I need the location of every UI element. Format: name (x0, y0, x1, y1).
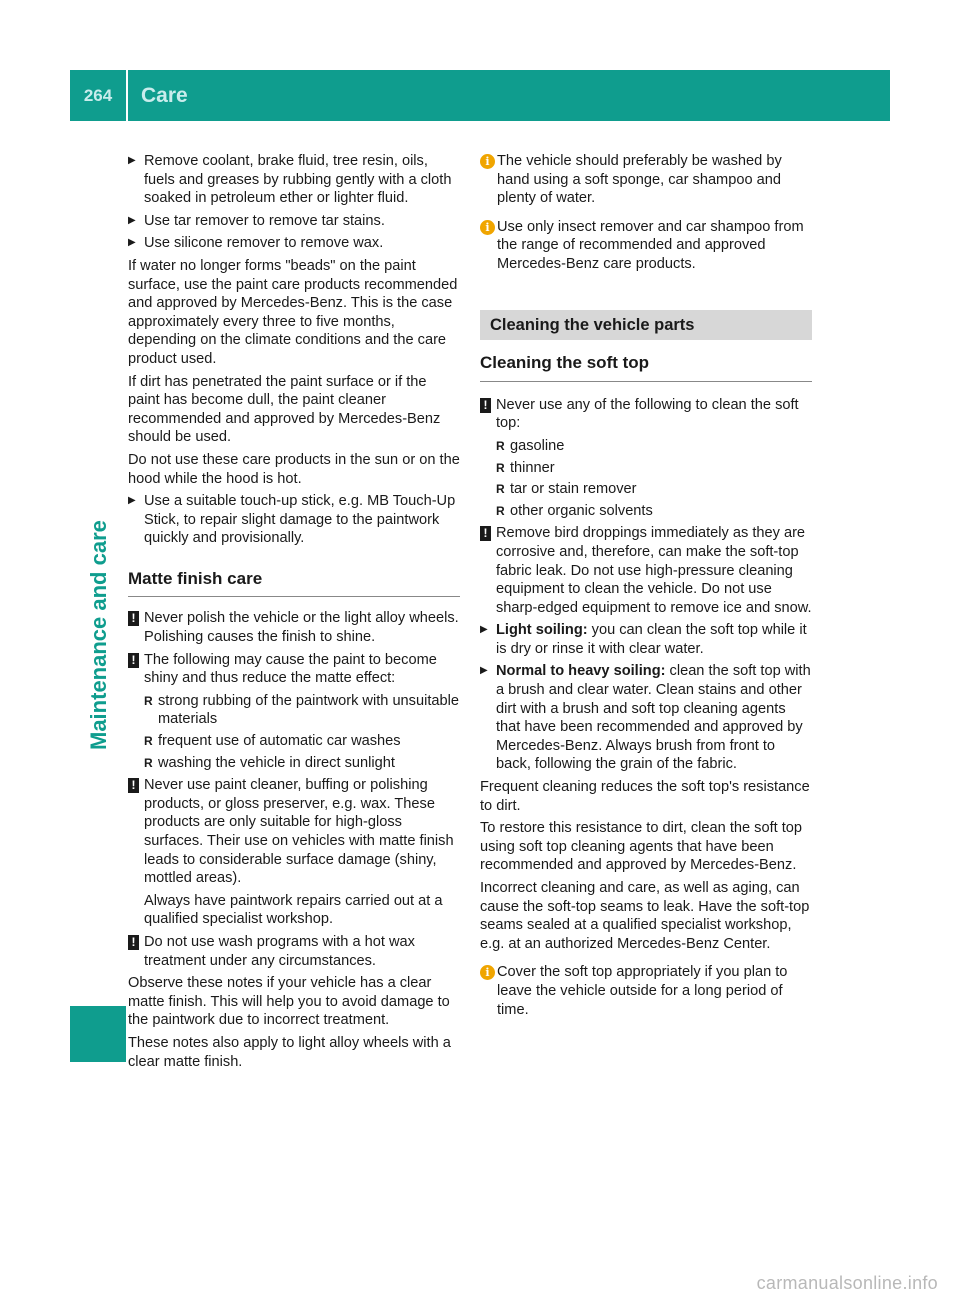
warning-icon: ! (128, 778, 139, 793)
page-title: Care (141, 83, 188, 107)
paragraph-clear-matte: Observe these notes if your vehicle has a clear matte finish. This will help you to avoid damage to the paintwork due to incorrect treatment. (128, 975, 450, 1029)
warning-text: Do not use wash programs with a hot wax treatment under any circumstances. (144, 933, 415, 969)
info-text: The vehicle should preferably be washed by hand using a soft sponge, car shampoo and plenty of water. (497, 153, 782, 207)
paragraph-dull-paint: If dirt has penetrated the paint surface or if the paint has become dull, the paint cleaner recommended and approved by Mercedes-Benz should be used. (128, 373, 441, 446)
solvents-list (480, 437, 812, 520)
list-item: R gasoline (496, 437, 812, 456)
step-label: Light soiling: (496, 622, 588, 639)
warning-icon: ! (128, 611, 139, 626)
warning-soft-top-solvents (480, 396, 812, 433)
info-icon: i (480, 154, 495, 169)
info-insect-remover (480, 218, 812, 274)
page-header (70, 70, 890, 121)
step-label: Normal to heavy soiling: (496, 663, 666, 680)
list-item: R washing the vehicle in direct sunlight (144, 754, 460, 773)
list-item: R frequent use of automatic car washes (144, 732, 460, 751)
list-item: R other organic solvents (496, 502, 812, 521)
step-text: clean the soft top with a brush and clear water. Clean stains and other dirt with a brush and soft top cleaning agents that have been recommended and approved by Mercedes-Benz. Always brush from front to back, following the grain of the fabric. (496, 663, 811, 773)
warning-paint-cleaner (128, 776, 460, 888)
info-icon: i (480, 965, 495, 980)
list-item: R tar or stain remover (496, 480, 812, 499)
paragraph-sun: Do not use these care products in the sun or on the hood while the hood is hot. (128, 451, 460, 487)
page-number: 264 (83, 85, 113, 105)
chapter-side-label: Maintenance and care (86, 520, 111, 750)
warning-icon: ! (480, 526, 491, 541)
warning-bird-droppings (480, 524, 812, 617)
step-light-soiling (480, 621, 812, 658)
warning-text: Never use any of the following to clean the soft top: (496, 396, 799, 432)
info-text: Use only insect remover and car shampoo from the range of recommended and approved Mercedes-Benz care products. (497, 218, 804, 272)
heading-matte-finish: Matte finish care (128, 570, 460, 598)
paragraph-restore-resistance: To restore this resistance to dirt, clean the soft top using soft top cleaning agents that have been recommended and approved by Mercedes-Benz. (480, 820, 803, 874)
warning-paint-repairs: Always have paintwork repairs carried out at a qualified specialist workshop. (144, 892, 443, 928)
step-tar-remover: ▶ Use tar remover to remove tar stains. (128, 212, 460, 231)
paragraph-alloy-wheels: These notes also apply to light alloy wheels with a clear matte finish. (128, 1034, 451, 1070)
watermark: carmanualsonline.info (756, 1273, 938, 1293)
info-cover-soft-top (480, 963, 812, 1019)
heading-soft-top: Cleaning the soft top (480, 354, 812, 382)
warning-hot-wax (128, 933, 460, 970)
chapter-marker (70, 1006, 126, 1062)
list-item: R strong rubbing of the paintwork with unsuitable materials (144, 692, 460, 729)
left-column (128, 152, 460, 1075)
step-touch-up: ▶ Use a suitable touch-up stick, e.g. MB Touch-Up Stick, to repair slight damage to the paintwork quickly and provisionally. (128, 492, 460, 548)
paragraph-seams: Incorrect cleaning and care, as well as aging, can cause the soft-top seams to leak. Have the soft-top seams sealed at a qualified specialist workshop, e.g. at an authorized Mercedes-Benz Center. (480, 880, 810, 952)
matte-causes-list (128, 692, 460, 772)
paragraph-frequent-cleaning: Frequent cleaning reduces the soft top's resistance to dirt. (480, 779, 810, 814)
header-divider (126, 70, 128, 121)
warning-icon: ! (480, 398, 491, 413)
warning-shiny (128, 651, 460, 688)
info-icon: i (480, 220, 495, 235)
warning-polish (128, 609, 460, 646)
warning-icon: ! (128, 653, 139, 668)
step-text: you can clean the soft top while it is dry or rinse it with clear water. (496, 622, 807, 657)
warning-text: The following may cause the paint to become shiny and thus reduce the matte effect: (144, 651, 437, 687)
warning-text: Never polish the vehicle or the light alloy wheels. Polishing causes the finish to shine. (144, 610, 459, 646)
paragraph-beads: If water no longer forms "beads" on the paint surface, use the paint care products recommended and approved by Mercedes-Benz. This is the case approximately every three to five months, depending on the climate conditions and the care product used. (128, 257, 458, 367)
info-text: Cover the soft top appropriately if you plan to leave the vehicle outside for a long period of time. (497, 964, 788, 1018)
step-silicone-remover: ▶ Use silicone remover to remove wax. (128, 234, 460, 253)
info-hand-wash (480, 152, 812, 208)
warning-text: Never use paint cleaner, buffing or polishing products, or gloss preserver, e.g. wax. These products are only suitable for high-gloss surfaces. Their use on vehicles with matte finish leads to considerable surface damage (shiny, mottled areas). (144, 777, 454, 887)
step-heavy-soiling (480, 662, 812, 774)
right-column (480, 152, 812, 1023)
section-title-vehicle-parts: Cleaning the vehicle parts (480, 310, 812, 341)
list-item: R thinner (496, 459, 812, 478)
warning-icon: ! (128, 935, 139, 950)
warning-text: Remove bird droppings immediately as they are corrosive and, therefore, can make the soft-top fabric leak. Do not use high-pressure cleaning equipment to clean the vehicle. Do not use sharp-edged equipment to remove ice and snow. (496, 525, 812, 616)
step-remove-coolant: ▶ Remove coolant, brake fluid, tree resin, oils, fuels and greases by rubbing gently with a cloth soaked in petroleum ether or lighter fluid. (128, 152, 460, 208)
